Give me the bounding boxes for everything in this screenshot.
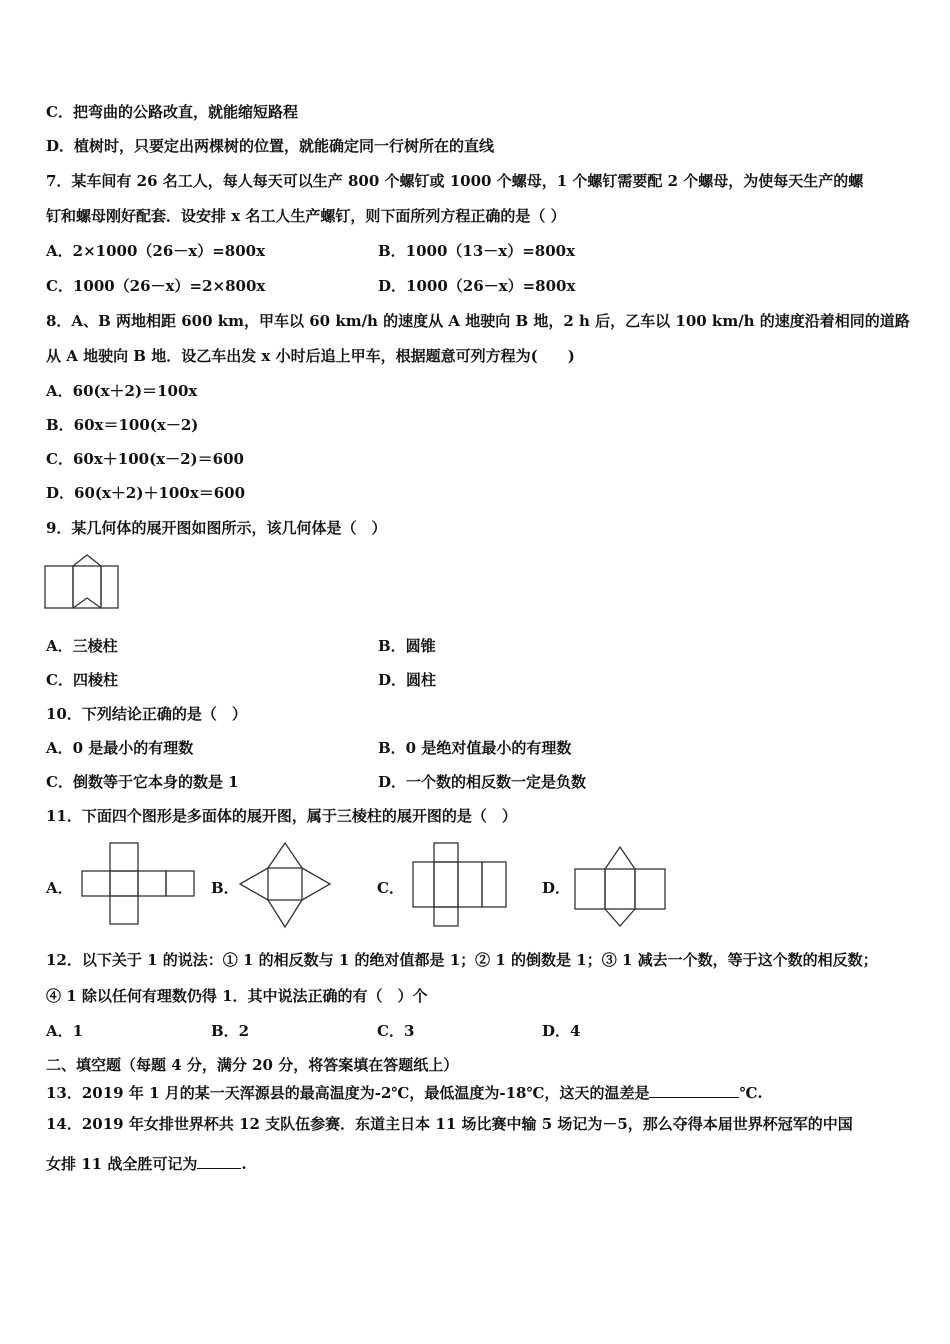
q11-net-figure-b xyxy=(238,840,332,930)
q8-option-c: C．60x＋100(x－2)＝600 xyxy=(46,450,244,468)
q6-option-d: D．植树时，只要定出两棵树的位置，就能确定同一行树所在的直线 xyxy=(46,137,495,155)
q9-net-figure xyxy=(44,554,120,610)
q6-option-c: C．把弯曲的公路改直，就能缩短路程 xyxy=(46,103,298,121)
q11-net-figure-a xyxy=(80,840,196,928)
q12-stem-line1: 12．以下关于 1 的说法：① 1 的相反数与 1 的绝对值都是 1；② 1 的倒数是 1；③ 1 减去一个数，等于这个数的相反数； xyxy=(46,951,878,969)
q12-stem-line2: ④ 1 除以任何有理数仍得 1．其中说法正确的有（ ）个 xyxy=(46,987,428,1005)
q10-stem: 10．下列结论正确的是（ ） xyxy=(46,705,247,723)
q11-label-a: A． xyxy=(46,879,73,897)
q13-text-after: ℃. xyxy=(739,1084,763,1102)
q13-answer-blank[interactable] xyxy=(649,1081,739,1098)
q12-option-a: A．1 xyxy=(46,1022,84,1040)
q10-option-c: C．倒数等于它本身的数是 1 xyxy=(46,773,239,791)
q8-option-a: A．60(x＋2)＝100x xyxy=(46,382,198,400)
q13-text-before: 13．2019 年 1 月的某一天浑源县的最高温度为-2℃，最低温度为-18℃，这天的温差是 xyxy=(46,1084,650,1102)
q11-label-d: D． xyxy=(542,879,571,897)
q14-stem-line2 xyxy=(46,1152,247,1174)
q7-stem-line2: 钉和螺母刚好配套．设安排 x 名工人生产螺钉，则下面所列方程正确的是（ ） xyxy=(46,207,566,225)
q7-stem-line1: 7．某车间有 26 名工人，每人每天可以生产 800 个螺钉或 1000 个螺母，1 个螺钉需要配 2 个螺母，为使每天生产的螺 xyxy=(46,172,864,190)
q10-option-b: B．0 是绝对值最小的有理数 xyxy=(378,739,572,757)
q12-option-c: C．3 xyxy=(377,1022,415,1040)
q10-option-a: A．0 是最小的有理数 xyxy=(46,739,194,757)
q9-option-c: C．四棱柱 xyxy=(46,671,118,689)
q7-option-a: A．2×1000（26－x）=800x xyxy=(46,242,266,260)
q12-option-b: B．2 xyxy=(211,1022,250,1040)
q11-stem: 11．下面四个图形是多面体的展开图，属于三棱柱的展开图的是（ ） xyxy=(46,807,517,825)
q7-option-c: C．1000（26－x）=2×800x xyxy=(46,277,266,295)
q10-option-d: D．一个数的相反数一定是负数 xyxy=(378,773,587,791)
q8-stem-line1: 8．A、B 两地相距 600 km，甲车以 60 km/h 的速度从 A 地驶向 B 地，2 h 后，乙车以 100 km/h 的速度沿着相同的道路 xyxy=(46,312,910,330)
q14-text-before: 女排 11 战全胜可记为 xyxy=(46,1155,198,1173)
q9-stem: 9．某几何体的展开图如图所示，该几何体是（ ） xyxy=(46,519,387,537)
q11-net-figure-d xyxy=(572,842,668,930)
q9-option-d: D．圆柱 xyxy=(378,671,437,689)
q14-text-after: . xyxy=(241,1155,247,1173)
q8-option-d: D．60(x＋2)＋100x＝600 xyxy=(46,484,246,502)
q8-stem-line2: 从 A 地驶向 B 地．设乙车出发 x 小时后追上甲车，根据题意可列方程为( ) xyxy=(46,347,575,365)
q11-label-c: C． xyxy=(377,879,404,897)
q9-option-b: B．圆锥 xyxy=(378,637,436,655)
q7-option-b: B．1000（13－x）=800x xyxy=(378,242,576,260)
q13-stem xyxy=(46,1081,763,1103)
q9-option-a: A．三棱柱 xyxy=(46,637,118,655)
section-heading: 二、填空题（每题 4 分，满分 20 分，将答案填在答题纸上） xyxy=(46,1056,459,1074)
q14-answer-blank[interactable] xyxy=(197,1152,241,1169)
q11-net-figure-c xyxy=(410,840,510,930)
q11-label-b: B． xyxy=(211,879,239,897)
q7-option-d: D．1000（26－x）=800x xyxy=(378,277,576,295)
q14-stem-line1: 14．2019 年女排世界杯共 12 支队伍参赛．东道主日本 11 场比赛中输 5 场记为－5，那么夺得本届世界杯冠军的中国 xyxy=(46,1115,853,1133)
q8-option-b: B．60x＝100(x－2) xyxy=(46,416,199,434)
q12-option-d: D．4 xyxy=(542,1022,581,1040)
